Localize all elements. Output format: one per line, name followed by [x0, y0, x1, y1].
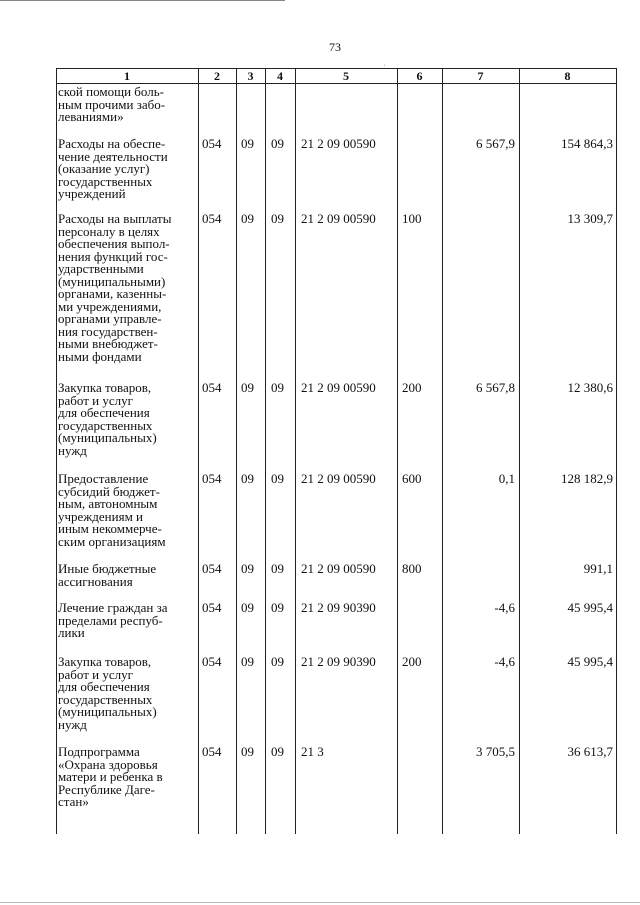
row-target-article: 21 2 09 90390 — [301, 654, 376, 669]
row-target-article: 21 3 — [301, 744, 324, 759]
row-amount-total: 12 380,6 — [567, 380, 613, 395]
row-subsection-code: 09 — [271, 380, 284, 395]
row-name: Подпрограмма «Охрана здоровья матери и ребенка в Республике Даге- стан» — [58, 744, 163, 809]
row-amount-change: -4,6 — [494, 654, 515, 669]
page-number: 73 — [329, 40, 341, 54]
row-name: ской помощи боль- ным прочими забо- леваниями» — [58, 84, 166, 124]
row-section-code: 09 — [241, 380, 254, 395]
row-amount-change: 0,1 — [498, 471, 515, 486]
row-amount-total: 13 309,7 — [567, 211, 613, 226]
row-name: Закупка товаров, работ и услуг для обеспечения государственных (муниципальных) нужд — [58, 380, 157, 458]
column-rule — [56, 68, 57, 834]
row-target-article: 21 2 09 90390 — [301, 600, 376, 615]
row-target-article: 21 2 09 00590 — [301, 471, 376, 486]
row-ministry-code: 054 — [202, 136, 222, 151]
column-rule — [397, 68, 398, 834]
row-name: Предоставление субсидий бюджет- ным, автономным учреждениям и иным некоммерче- ским организациям — [58, 471, 166, 549]
row-subsection-code: 09 — [271, 600, 284, 615]
column-rule — [236, 68, 237, 834]
row-target-article: 21 2 09 00590 — [301, 136, 376, 151]
row-subsection-code: 09 — [271, 471, 284, 486]
row-ministry-code: 054 — [202, 561, 222, 576]
row-section-code: 09 — [241, 600, 254, 615]
row-amount-total: 45 995,4 — [567, 654, 613, 669]
row-ministry-code: 054 — [202, 380, 222, 395]
row-subsection-code: 09 — [271, 211, 284, 226]
row-ministry-code: 054 — [202, 600, 222, 615]
column-rule — [198, 68, 199, 834]
row-amount-change: 6 567,9 — [476, 136, 515, 151]
scan-mark: ʹ — [384, 63, 386, 72]
column-rule — [295, 68, 296, 834]
row-amount-total: 154 864,3 — [561, 136, 613, 151]
row-amount-total: 128 182,9 — [561, 471, 613, 486]
header-col-7: 7 — [477, 69, 484, 83]
row-expense-type: 800 — [402, 561, 422, 576]
row-subsection-code: 09 — [271, 744, 284, 759]
row-subsection-code: 09 — [271, 561, 284, 576]
header-col-1: 1 — [124, 69, 130, 83]
row-ministry-code: 054 — [202, 471, 222, 486]
column-rule — [519, 68, 520, 834]
header-col-3: 3 — [247, 69, 254, 83]
row-target-article: 21 2 09 00590 — [301, 380, 376, 395]
column-rule — [265, 68, 266, 834]
row-name: Расходы на выплаты персоналу в целях обеспечения выпол- нения функций гос- ударственными (муниципальными) органами, казенны- ми учреждениями, органами управле- ния государствен- ными внебюджет- ными фондами — [58, 211, 172, 364]
row-expense-type: 200 — [402, 380, 422, 395]
bottom-edge-line — [0, 902, 640, 903]
row-subsection-code: 09 — [271, 136, 284, 151]
row-section-code: 09 — [241, 744, 254, 759]
header-col-6: 6 — [416, 69, 423, 83]
row-amount-total: 991,1 — [583, 561, 613, 576]
row-section-code: 09 — [241, 211, 254, 226]
row-expense-type: 600 — [402, 471, 422, 486]
row-name: Закупка товаров, работ и услуг для обеспечения государственных (муниципальных) нужд — [58, 654, 157, 732]
row-expense-type: 100 — [402, 211, 422, 226]
row-name: Лечение граждан за пределами респуб- лики — [58, 600, 168, 640]
row-amount-total: 36 613,7 — [567, 744, 613, 759]
row-target-article: 21 2 09 00590 — [301, 211, 376, 226]
row-section-code: 09 — [241, 654, 254, 669]
row-name: Расходы на обеспе- чение деятельности (оказание услуг) государственных учреждений — [58, 136, 168, 201]
top-edge-line — [0, 0, 285, 1]
header-col-2: 2 — [214, 69, 220, 83]
row-ministry-code: 054 — [202, 211, 222, 226]
row-section-code: 09 — [241, 136, 254, 151]
row-ministry-code: 054 — [202, 744, 222, 759]
row-subsection-code: 09 — [271, 654, 284, 669]
row-amount-change: 6 567,8 — [476, 380, 515, 395]
row-ministry-code: 054 — [202, 654, 222, 669]
row-name: Иные бюджетные ассигнования — [58, 561, 157, 589]
header-col-5: 5 — [343, 69, 349, 83]
row-amount-total: 45 995,4 — [567, 600, 613, 615]
row-amount-change: 3 705,5 — [476, 744, 515, 759]
row-expense-type: 200 — [402, 654, 422, 669]
row-section-code: 09 — [241, 471, 254, 486]
row-amount-change: -4,6 — [494, 600, 515, 615]
header-col-8: 8 — [564, 69, 571, 83]
column-rule — [442, 68, 443, 834]
column-rule — [616, 68, 617, 834]
row-target-article: 21 2 09 00590 — [301, 561, 376, 576]
row-section-code: 09 — [241, 561, 254, 576]
header-col-4: 4 — [277, 69, 283, 83]
budget-table — [56, 68, 616, 834]
